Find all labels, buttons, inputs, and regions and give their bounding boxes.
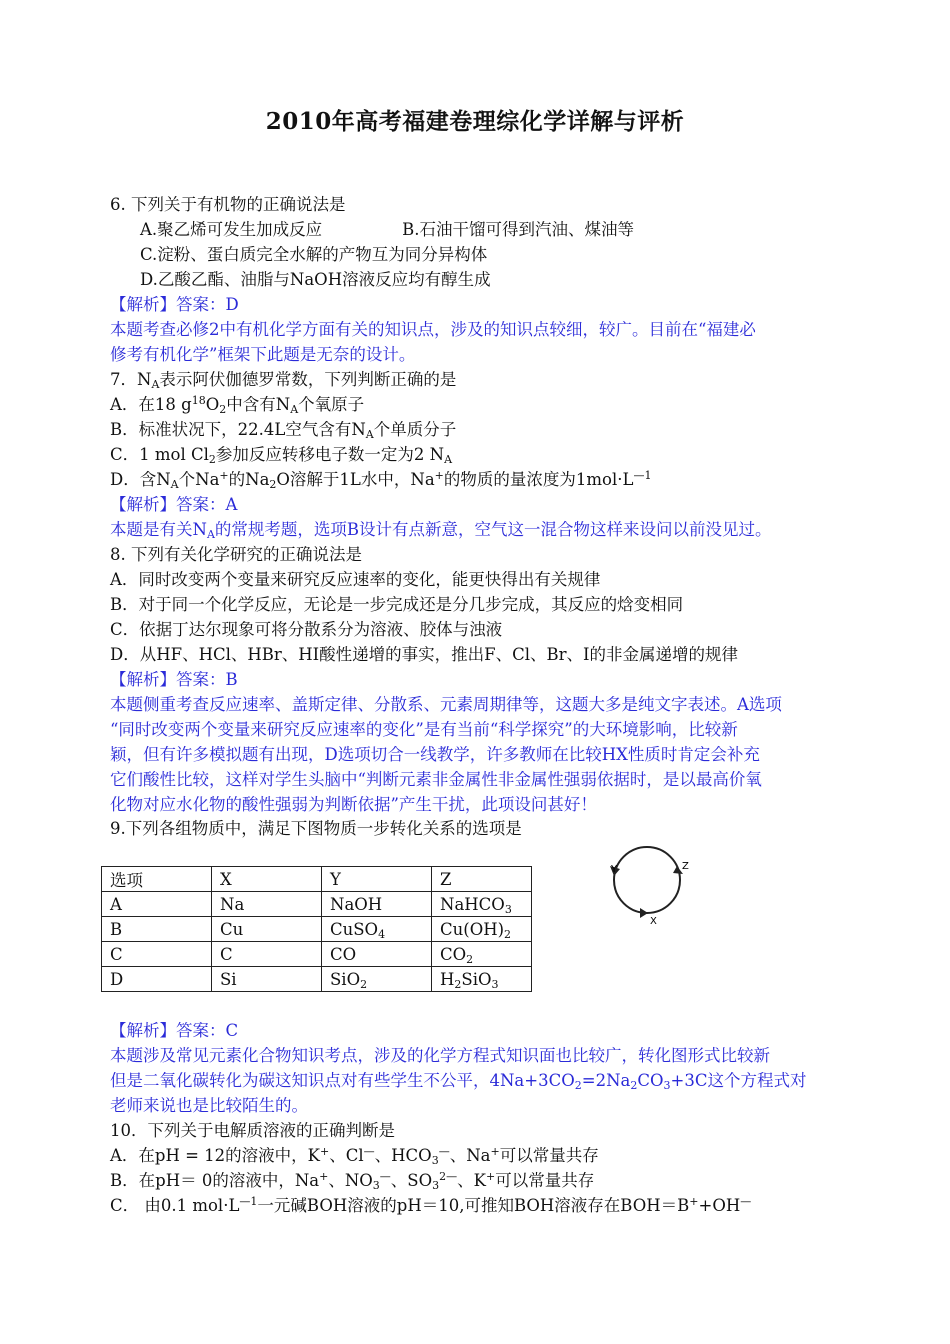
table-cell: D xyxy=(102,967,212,992)
table-cell: A xyxy=(102,892,212,917)
table-header-cell: 选项 xyxy=(102,867,212,892)
node-z-label: Z xyxy=(682,861,689,872)
q6-answer: 【解析】答案：D xyxy=(110,295,239,314)
table-cell: SiO$_2$ xyxy=(322,967,432,992)
q6-option-c: C.淀粉、蛋白质完全水解的产物互为同分异构体 xyxy=(140,245,488,264)
conversion-cycle-diagram xyxy=(600,838,700,928)
q9-analysis-line3: 老师来说也是比较陌生的。 xyxy=(110,1096,308,1115)
q7-option-a: A．在18 $g^{18}O_2$中含有$N_A$个氧原子 xyxy=(110,394,365,416)
table-cell: CO xyxy=(322,942,432,967)
q9-analysis-line2: 但是二氧化碳转化为碳这知识点对有些学生不公平，$4Na+3CO_2=2Na_2CO_3+3C$这个方程式对 xyxy=(110,1071,807,1092)
q7-stem: 7．$N_A$表示阿伏伽德罗常数，下列判断正确的是 xyxy=(110,370,457,391)
table-cell: $Cu(OH)_2$ xyxy=(432,917,532,942)
q10-option-c: C． 由0.1 $mol\cdot L^{—1}$一元碱BOH溶液的pH＝10,可推知BOH溶液存在BOH＝B++OH— xyxy=(110,1195,752,1215)
q6-option-b: B.石油干馏可得到汽油、煤油等 xyxy=(402,220,635,239)
table-header-cell: Z xyxy=(432,867,532,892)
table-row xyxy=(102,917,532,942)
table-cell: C xyxy=(212,942,322,967)
table-cell: C xyxy=(102,942,212,967)
q8-answer: 【解析】答案：B xyxy=(110,670,238,689)
table-cell: Na xyxy=(212,892,322,917)
q6-options-ab xyxy=(140,219,634,241)
q8-analysis-line5: 化物对应水化物的酸性强弱为判断依据”产生干扰，此项设问甚好！ xyxy=(110,795,597,814)
q6-analysis-line2: 修考有机化学”框架下此题是无奈的设计。 xyxy=(110,345,416,364)
q8-option-c: C．依据丁达尔现象可将分散系分为溶液、胶体与浊液 xyxy=(110,620,503,639)
q8-analysis-line3: 颖，但有许多模拟题有出现，D选项切合一线教学，许多教师在比较HX性质时肯定会补充 xyxy=(110,745,760,764)
table-row xyxy=(102,967,532,992)
q9-analysis-line1: 本题涉及常见元素化合物知识考点，涉及的化学方程式知识面也比较广，转化图形式比较新 xyxy=(110,1046,770,1065)
page-title: 2010年高考福建卷理综化学详解与评析 xyxy=(265,108,685,135)
q7-analysis: 本题是有关$N_A$的常规考题，选项B设计有点新意，空气这一混合物这样来设问以前没见过。 xyxy=(110,520,772,541)
node-y-label: Y xyxy=(611,864,618,875)
arrow-z-to-x-icon xyxy=(640,908,648,918)
table-cell: Si xyxy=(212,967,322,992)
q10-option-b: B．在pH＝ 0的溶液中，Na+、$NO_3^—$、$SO_3^{2—}$、K+可以常量共存 xyxy=(110,1170,595,1192)
table-row xyxy=(102,942,532,967)
table-cell: B xyxy=(102,917,212,942)
q6-stem: 6. 下列关于有机物的正确说法是 xyxy=(110,195,346,214)
q7-option-b: B．标准状况下，22.4L空气含有$N_A$个单质分子 xyxy=(110,420,457,441)
table-cell: $H_2SiO_3$ xyxy=(432,967,532,992)
q9-answer: 【解析】答案：C xyxy=(110,1021,239,1040)
node-x-label: X xyxy=(650,916,657,927)
q8-analysis-line2: “同时改变两个变量来研究反应速率的变化”是有当前“科学探究”的大环境影响，比较新 xyxy=(110,720,738,739)
table-row xyxy=(102,892,532,917)
q10-option-a: A．在pH = 12的溶液中，K+、Cl—、$HCO_3^—$、Na+可以常量共存 xyxy=(110,1145,599,1167)
q8-stem: 8. 下列有关化学研究的正确说法是 xyxy=(110,545,362,564)
q7-option-c: C．1 mol $Cl_2$参加反应转移电子数一定为2 $N_A$ xyxy=(110,445,453,466)
q6-option-d: D.乙酸乙酯、油脂与NaOH溶液反应均有醇生成 xyxy=(140,270,491,289)
q9-stem: 9.下列各组物质中，满足下图物质一步转化关系的选项是 xyxy=(110,819,522,838)
q9-options-table xyxy=(101,866,532,992)
table-header-cell: Y xyxy=(322,867,432,892)
q8-option-b: B．对于同一个化学反应，无论是一步完成还是分几步完成，其反应的焓变相同 xyxy=(110,595,684,614)
q6-analysis-line1: 本题考查必修2中有机化学方面有关的知识点，涉及的知识点较细，较广。目前在“福建必 xyxy=(110,320,756,339)
q10-stem: 10．下列关于电解质溶液的正确判断是 xyxy=(110,1121,395,1140)
table-cell: CuSO$_4$ xyxy=(322,917,432,942)
q8-option-a: A．同时改变两个变量来研究反应速率的变化，能更快得出有关规律 xyxy=(110,570,601,589)
table-cell: NaHCO$_3$ xyxy=(432,892,532,917)
table-cell: Cu xyxy=(212,917,322,942)
q8-analysis-line4: 它们酸性比较，这样对学生头脑中“判断元素非金属性非金属性强弱依据时，是以最高价氧 xyxy=(110,770,762,789)
q8-option-d: D．从HF、HCl、HBr、HI酸性递增的事实，推出F、Cl、Br、I的非金属递增的规律 xyxy=(110,645,739,664)
q7-answer: 【解析】答案：A xyxy=(110,495,238,514)
cycle-circle xyxy=(614,847,680,913)
table-cell: NaOH xyxy=(322,892,432,917)
q7-option-d: D．含$N_A$个Na+的$Na_2O$溶解于1L水中，Na+的物质的量浓度为$1mol\cdot L^{—1}$ xyxy=(110,469,652,491)
table-header-row xyxy=(102,867,532,892)
table-cell: $CO_2$ xyxy=(432,942,532,967)
q6-option-a: A.聚乙烯可发生加成反应 xyxy=(140,220,323,239)
table-header-cell: X xyxy=(212,867,322,892)
q8-analysis-line1: 本题侧重考查反应速率、盖斯定律、分散系、元素周期律等，这题大多是纯文字表述。A选项 xyxy=(110,695,782,714)
